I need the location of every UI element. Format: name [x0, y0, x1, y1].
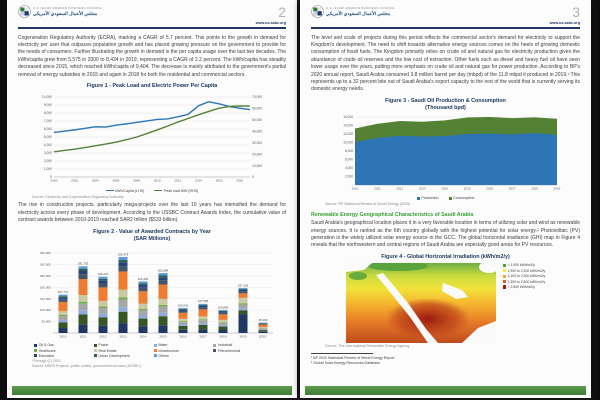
svg-text:16,000: 16,000	[342, 115, 353, 120]
legend-item: Power	[94, 343, 151, 347]
svg-text:2004: 2004	[91, 178, 99, 183]
website-url: www.us-sabc.org	[549, 21, 580, 26]
figure2-source: Source: MEED Projects, public outlets, government circulars (USSBC)	[32, 363, 141, 368]
figure1-line-chart	[29, 92, 275, 188]
legend-swatch	[154, 354, 157, 357]
legend-swatch	[106, 190, 114, 191]
svg-text:2013: 2013	[418, 186, 426, 191]
svg-text:7,000: 7,000	[43, 118, 52, 123]
legend-swatch	[34, 349, 37, 352]
svg-text:8,000: 8,000	[43, 110, 52, 115]
svg-text:-: -	[49, 330, 51, 335]
svg-text:167,747: 167,747	[57, 289, 69, 294]
figure1-source: Source: Electricity and Cogeneration Regulatory Authority	[32, 194, 124, 199]
legend-swatch	[503, 280, 506, 283]
svg-text:200,000: 200,000	[39, 285, 51, 290]
svg-text:2011: 2011	[373, 186, 381, 191]
svg-text:0: 0	[252, 174, 254, 179]
body-paragraph: The rise in construction projects, particularly mega-projects over the last 10 years has intensified the demand for electricity across every phase of development. According to the USSBC Contract Awards Index, the cumulative value of contract awards between 2010-2019 reached SAR2 trillion ($533 billion).	[18, 202, 286, 223]
legend-item: Consumption	[449, 196, 475, 200]
svg-text:40,000: 40,000	[252, 129, 263, 134]
svg-text:127,599: 127,599	[197, 299, 209, 304]
logo-text-english: U.S.-SAUDI ARABIAN BUSINESS COUNCIL	[33, 5, 103, 10]
page-header	[311, 5, 580, 25]
figure2-stacked-bar-chart	[26, 244, 278, 342]
svg-text:350,000: 350,000	[39, 250, 51, 255]
legend-swatch	[154, 349, 157, 352]
svg-text:2011: 2011	[79, 334, 87, 339]
svg-text:4,000: 4,000	[344, 166, 353, 171]
legend-item: Industrial	[213, 343, 270, 347]
svg-text:2,000: 2,000	[344, 174, 353, 179]
svg-text:2018: 2018	[236, 178, 244, 183]
svg-text:70,000: 70,000	[252, 94, 263, 99]
svg-text:100,000: 100,000	[39, 308, 51, 313]
legend-swatch	[213, 349, 216, 352]
svg-text:2016: 2016	[215, 178, 223, 183]
svg-text:2012: 2012	[174, 178, 182, 183]
council-logo	[18, 5, 102, 18]
logo-text-english: U.S.-SAUDI ARABIAN BUSINESS COUNCIL	[326, 5, 396, 10]
legend-item: Healthcare	[34, 349, 91, 353]
legend-item: 2,100 to 2,300 kWh/m2/y	[503, 274, 545, 278]
svg-text:2006: 2006	[112, 178, 120, 183]
svg-text:2019: 2019	[553, 186, 560, 191]
svg-text:4,000: 4,000	[43, 142, 52, 147]
figure2-footnote: *Through Q1 2021	[32, 359, 61, 364]
legend-swatch	[503, 269, 506, 272]
svg-text:197,162: 197,162	[237, 283, 249, 288]
legend-item: < 1,900 kWh/m2/y	[503, 263, 545, 267]
legend-swatch	[213, 344, 216, 347]
figure1-title: Figure 1 - Peak Load and Electric Power Per Capita	[86, 83, 218, 90]
svg-text:2013: 2013	[119, 334, 127, 339]
council-logo-icon	[311, 5, 324, 18]
svg-text:250,000: 250,000	[39, 273, 51, 278]
council-logo-icon	[18, 5, 31, 18]
legend-swatch	[417, 197, 420, 200]
svg-text:8,000: 8,000	[344, 149, 353, 154]
legend-item: Production	[417, 196, 439, 200]
logo-text-arabic: مجلس الأعمال السعودي الأمريكي	[33, 10, 98, 16]
svg-text:2010: 2010	[351, 186, 358, 191]
footnote-separator	[311, 353, 373, 354]
legend-swatch	[94, 354, 97, 357]
legend-item: Petrochemical	[213, 349, 270, 353]
svg-text:9,000: 9,000	[43, 102, 52, 107]
page-number: 2	[278, 4, 286, 20]
header-rule	[311, 27, 580, 29]
legend-swatch	[154, 190, 162, 191]
svg-text:12,000: 12,000	[342, 132, 353, 137]
legend-item: Peak load MW (RHS)	[154, 189, 198, 193]
figure3-area-chart	[330, 113, 562, 195]
svg-text:6,000: 6,000	[43, 126, 52, 131]
council-logo	[311, 5, 395, 18]
footnote-2: ² Global Solar Energy Resources Database	[311, 361, 380, 366]
svg-text:10,000: 10,000	[342, 140, 353, 145]
page-3	[300, 0, 591, 398]
svg-text:2017: 2017	[508, 186, 515, 191]
svg-text:10,000: 10,000	[41, 94, 52, 99]
legend-swatch	[503, 275, 506, 278]
footer-green-bar	[305, 386, 586, 395]
svg-text:2016: 2016	[179, 334, 187, 339]
svg-text:150,000: 150,000	[39, 296, 51, 301]
legend-swatch	[503, 264, 506, 267]
legend-swatch	[34, 344, 37, 347]
logo-text-arabic: مجلس الأعمال السعودي الأمريكي	[326, 10, 391, 16]
figure3-source: Source: BP Statistical Review of World Energy (2020)	[325, 202, 411, 207]
legend-item: Others	[154, 354, 211, 358]
svg-text:6,000: 6,000	[344, 157, 353, 162]
svg-text:1,000: 1,000	[43, 166, 52, 171]
svg-text:14,000: 14,000	[342, 123, 353, 128]
svg-text:5,000: 5,000	[43, 134, 52, 139]
svg-text:225,402: 225,402	[137, 276, 149, 281]
svg-text:60,000: 60,000	[252, 106, 263, 111]
svg-text:2017: 2017	[199, 334, 207, 339]
legend-item: Education	[34, 354, 91, 358]
section-heading: Renewable Energy Geographical Characteristics of Saudi Arabia	[311, 211, 474, 218]
ghi-heatmap	[346, 263, 496, 343]
body-paragraph: Saudi Arabia's geographical location places it in a very favorable location in terms of utilizing solar and wind as renewable energy sources. It is ranked as the 6th country globally with the highest potential for solar energy.² Photovoltaic (PV) generation is the widely utilized solar energy source in the GCC. The global horizontal irradiance (GHI) map in Figure 4 reveals that the northwestern and central regions of Saudi Arabia are especially good areas for PV resources.	[311, 220, 580, 249]
legend-item: kWh/Capita (LHS)	[106, 189, 145, 193]
svg-text:2020*: 2020*	[258, 334, 268, 339]
svg-text:291,702: 291,702	[77, 261, 89, 266]
svg-text:246,270: 246,270	[97, 271, 109, 276]
legend-swatch	[94, 349, 97, 352]
legend-item: Water	[154, 343, 211, 347]
legend-item: Infrastructure	[154, 349, 211, 353]
body-paragraph: Cogeneration Regulatory Authority (ECRA), marking a CAGR of 5.7 percent. This points to the growth in demand for electricity per user that outpaces population growth and has placed growing pressure on the government to provide for the needs of consumers. Further illustrating the growth in demand is the per capita usage over the last two decades. The kWh/capita grew from 5,575 in 2000 to 8,434 in 2019, representing a CAGR of 2.2 percent. The kWh/capita has steadily decreased since 2015, which reached kWh/capita of 9,404. The decrease is mainly attributed to the government's partial removal of energy subsidies in 2015 and again in 2018 for both the residential and commercial sectors.	[18, 34, 286, 78]
legend-swatch	[94, 344, 97, 347]
footer-green-bar	[12, 386, 292, 395]
legend-item: 2,300 to 2,500 kWh/m2/y	[503, 280, 545, 284]
svg-text:300,000: 300,000	[39, 262, 51, 267]
svg-text:2019: 2019	[239, 334, 247, 339]
figure4-title: Figure 4 - Global Horizontal Irradiation (kWh/m2/y)	[381, 254, 510, 261]
legend-swatch	[503, 285, 506, 288]
svg-text:20,000: 20,000	[252, 151, 263, 156]
svg-text:50,000: 50,000	[252, 117, 263, 122]
svg-text:2015: 2015	[463, 186, 471, 191]
svg-text:332,473: 332,473	[117, 252, 129, 257]
legend-item: Urban Development	[94, 354, 151, 358]
figure3-title: Figure 3 - Saudi Oil Production & Consumption (Thousand bpd)	[385, 98, 506, 111]
svg-text:0: 0	[50, 174, 52, 179]
svg-text:2014: 2014	[194, 178, 202, 183]
figure2-title: Figure 2 - Value of Awarded Contracts by Year (SAR Millions)	[93, 228, 211, 242]
page-2	[7, 0, 297, 398]
legend-swatch	[34, 354, 37, 357]
svg-text:30,000: 30,000	[252, 140, 263, 145]
figure4-legend	[503, 263, 545, 289]
body-paragraph: The level and scale of projects during this period reflects the commercial sector's demand for electricity to support the Kingdom's development. The need to shift towards alternative energy sources comes on the heels of growing domestic consumption of fossil fuels. The Kingdom primarily relies on crude oil and natural gas for electricity production given the abundance of crude oil reserves and the low cost of extraction. Other fuels such as diesel and heavy fuel oil have seen lower usage over the years, putting more emphasis on crude oil and natural gas for power production. According to BP's 2020 annual report, Saudi Arabia consumed 3.8 million barrel per day (mbpd) of the 11.8 mbpd it produced in 2019.¹ This represents up to a 32 percent bite out of Saudi Arabia's export capacity to the rest of the world that is currently serving its domestic energy needs.	[311, 34, 580, 93]
legend-item: > 2,500 kWh/m2/y	[503, 285, 545, 289]
svg-text:2008: 2008	[133, 178, 140, 183]
page-number: 3	[572, 4, 580, 20]
svg-text:262,084: 262,084	[157, 268, 169, 273]
website-url: www.us-sabc.org	[255, 21, 286, 26]
figure1-legend	[18, 189, 286, 193]
svg-text:2014: 2014	[139, 334, 147, 339]
svg-text:2018: 2018	[530, 186, 538, 191]
svg-text:2002: 2002	[71, 178, 79, 183]
svg-text:2000: 2000	[50, 178, 58, 183]
legend-swatch	[449, 197, 452, 200]
legend-item: Real Estate	[94, 349, 151, 353]
footnote-1: ¹ BP 2020 Statistical Review of World Energy Report	[311, 355, 395, 360]
figure2-legend	[18, 343, 286, 357]
page-header	[18, 5, 286, 25]
svg-text:100,855: 100,855	[217, 305, 229, 310]
header-rule	[18, 27, 286, 29]
figure3-legend	[311, 196, 580, 200]
svg-text:2016: 2016	[485, 186, 493, 191]
svg-text:45,190: 45,190	[258, 317, 268, 322]
svg-text:3,000: 3,000	[43, 150, 52, 155]
svg-text:109,242: 109,242	[177, 303, 189, 308]
svg-text:2012: 2012	[396, 186, 403, 191]
svg-text:2014: 2014	[440, 186, 448, 191]
svg-text:10,000: 10,000	[252, 163, 263, 168]
svg-text:2018: 2018	[219, 334, 227, 339]
svg-text:50,000: 50,000	[41, 319, 51, 324]
svg-text:2015: 2015	[159, 334, 167, 339]
svg-text:-: -	[351, 183, 353, 188]
svg-text:2012: 2012	[99, 334, 107, 339]
svg-text:2,000: 2,000	[43, 158, 52, 163]
legend-item: 1,900 to 2,100 kWh/m2/y	[503, 269, 545, 273]
svg-text:2010: 2010	[59, 334, 67, 339]
svg-text:2010: 2010	[153, 178, 161, 183]
legend-item: Oil & Gas	[34, 343, 91, 347]
legend-swatch	[154, 344, 157, 347]
figure4-source: Source: The International Renewable Energy Agency	[325, 344, 410, 349]
